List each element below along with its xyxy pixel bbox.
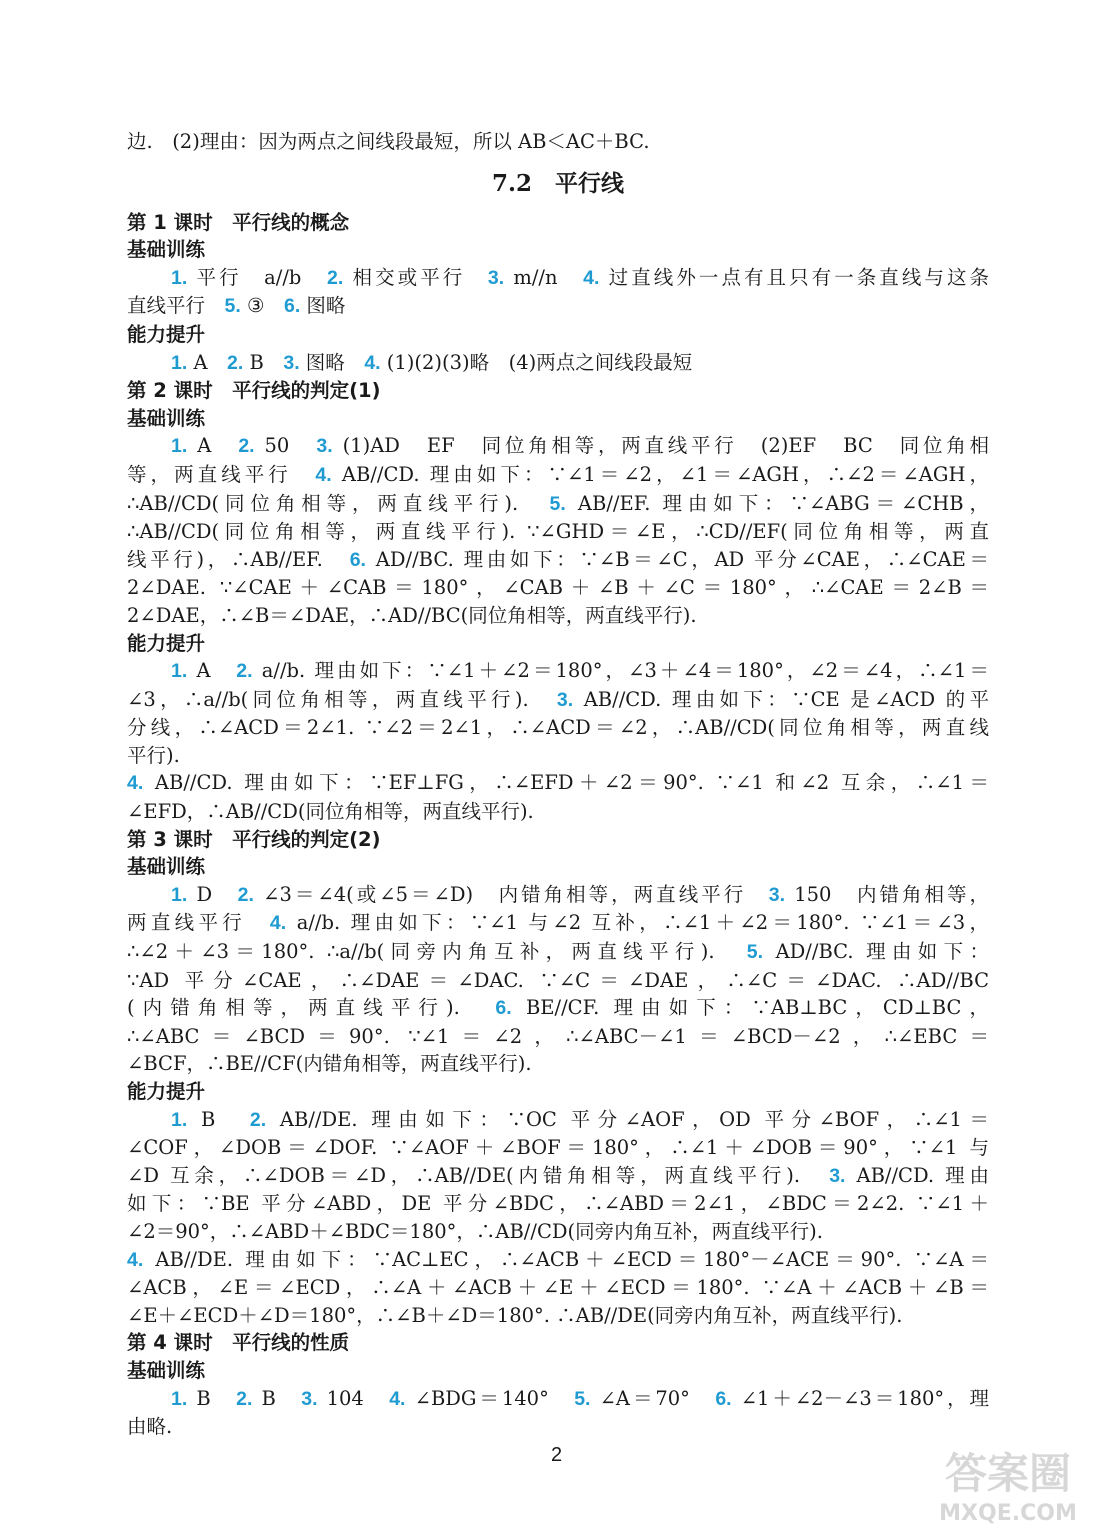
answer-line: 两直线平行 4. a//b. 理由如下：∵∠1 与∠2 互补，∴∠1＋∠2＝180°. ∵∠1＝∠3， bbox=[127, 911, 989, 935]
answer-line: ∵AD 平分∠CAE，∴∠DAE＝∠DAC. ∵∠C＝∠DAE，∴∠C＝∠DAC. ∴AD//BC bbox=[127, 968, 989, 992]
page-number: 2 bbox=[550, 1444, 563, 1466]
question-number: 1. bbox=[171, 660, 188, 683]
answer-line: ∴AB//CD(同位角相等，两直线平行). 5. AB//EF. 理由如下：∵∠ABG＝∠CHB， bbox=[127, 491, 989, 515]
question-number: 6. bbox=[495, 997, 512, 1020]
question-number: 6. bbox=[283, 295, 301, 318]
part-label: 能力提升 bbox=[127, 631, 206, 655]
answer-line: 线平行)，∴AB//EF. 6. AD//BC. 理由如下：∵∠B＝∠C，AD 平分∠CAE，∴∠CAE＝ bbox=[127, 547, 989, 571]
answer-line: 2∠DAE. ∵∠CAE＋∠CAB＝180°，∠CAB＋∠B＋∠C＝180°，∴∠CAE＝2∠B＝ bbox=[127, 576, 989, 600]
question-number: 4. bbox=[389, 1387, 406, 1410]
answer-line: 1. B 2. AB//DE. 理由如下：∵OC 平分∠AOF，OD 平分∠BOF，∴∠1＝ bbox=[171, 1107, 989, 1131]
answer-line: 1. A 2. 50 3. (1)AD EF 同位角相等，两直线平行 (2)EF BC 同位角相 bbox=[171, 434, 989, 458]
question-number: 3. bbox=[487, 266, 505, 289]
part-label: 基础训练 bbox=[127, 1358, 206, 1382]
watermark-text: 答案圈 bbox=[944, 1449, 1072, 1498]
section-title: 7.2 平行线 bbox=[491, 169, 624, 197]
question-number: 6. bbox=[715, 1387, 732, 1410]
answer-line: 4. AB//DE. 理由如下：∵AC⊥EC，∴∠ACB＋∠ECD＝180°－∠ACE＝90°. ∵∠A＝ bbox=[127, 1247, 989, 1271]
top-line: 边. (2)理由：因为两点之间线段最短，所以 AB＜AC＋BC. bbox=[127, 130, 650, 153]
answer-line: ∴∠2＋∠3＝180°. ∴a//b(同旁内角互补，两直线平行). 5. AD//BC. 理由如下： bbox=[127, 940, 989, 964]
question-number: 1. bbox=[171, 266, 188, 289]
lessons-container bbox=[127, 209, 989, 1441]
question-number: 4. bbox=[364, 351, 381, 374]
question-number: 1. bbox=[171, 1108, 188, 1131]
answer-line: 1. 平行 a//b 2. 相交或平行 3. m//n 4. 过直线外一点有且只有一条直线与这条 bbox=[171, 265, 989, 289]
question-number: 5. bbox=[574, 1387, 591, 1410]
answer-line: 1. D 2. ∠3＝∠4(或∠5＝∠D) 内错角相等，两直线平行 3. 150 内错角相等， bbox=[171, 882, 989, 906]
question-number: 3. bbox=[556, 688, 574, 711]
question-number: 6. bbox=[349, 548, 366, 571]
answer-line: (内错角相等，两直线平行). 6. BE//CF. 理由如下：∵AB⊥BC，CD⊥BC， bbox=[127, 996, 989, 1020]
watermark-logo bbox=[923, 1442, 1093, 1528]
answer-line: 1. B 2. B 3. 104 4. ∠BDG＝140° 5. ∠A＝70° 6. ∠1＋∠2－∠3＝180°，理 bbox=[171, 1386, 989, 1410]
question-number: 4. bbox=[583, 266, 600, 289]
question-number: 5. bbox=[549, 492, 566, 515]
answer-line: ∠2＝90°，∴∠ABD＋∠BDC＝180°，∴AB//CD(同旁内角互补，两直线平行). bbox=[127, 1219, 823, 1243]
question-number: 1. bbox=[171, 883, 188, 906]
question-number: 3. bbox=[829, 1164, 846, 1187]
answer-line: 由略. bbox=[127, 1415, 173, 1439]
question-number: 3. bbox=[301, 1387, 318, 1410]
part-label: 基础训练 bbox=[127, 406, 206, 430]
answer-line: ∠BCF，∴BE//CF(内错角相等，两直线平行). bbox=[127, 1052, 532, 1076]
question-number: 3. bbox=[316, 435, 333, 458]
answer-line: 等，两直线平行 4. AB//CD. 理由如下：∵∠1＝∠2，∠1＝∠AGH，∴∠2＝∠AGH， bbox=[127, 462, 989, 486]
lesson-title: 第 4 课时 平行线的性质 bbox=[127, 1331, 350, 1355]
answer-line: 1. A 2. a//b. 理由如下：∵∠1＋∠2＝180°，∠3＋∠4＝180°，∠2＝∠4，∴∠1＝ bbox=[171, 659, 989, 683]
question-number: 2. bbox=[237, 883, 254, 906]
answer-line: 分线，∴∠ACD＝2∠1. ∵∠2＝2∠1，∴∠ACD＝∠2，∴AB//CD(同位角相等，两直线 bbox=[127, 716, 989, 740]
answer-line: 4. AB//CD. 理由如下：∵EF⊥FG，∴∠EFD＋∠2＝90°. ∵∠1 和∠2 互余，∴∠1＝ bbox=[127, 771, 989, 795]
question-number: 5. bbox=[224, 295, 241, 318]
lesson-title: 第 1 课时 平行线的概念 bbox=[127, 210, 350, 234]
answer-line: ∠D 互余，∴∠DOB＝∠D，∴AB//DE(内错角相等，两直线平行). 3. AB//CD. 理由 bbox=[127, 1163, 989, 1187]
answer-content bbox=[127, 128, 989, 1441]
question-number: 4. bbox=[269, 912, 287, 935]
question-number: 2. bbox=[227, 351, 244, 374]
answer-line: ∴AB//CD(同位角相等，两直线平行). ∵∠GHD＝∠E，∴CD//EF(同位角相等，两直 bbox=[127, 520, 989, 544]
answer-line: 直线平行 5. ③ 6. 图略 bbox=[127, 294, 346, 318]
answer-line: ∠EFD，∴AB//CD(同位角相等，两直线平行). bbox=[127, 800, 534, 824]
part-label: 基础训练 bbox=[127, 238, 206, 262]
answer-line: 平行). bbox=[127, 743, 180, 767]
part-label: 基础训练 bbox=[127, 855, 206, 879]
answer-line: ∠E＋∠ECD＋∠D＝180°，∴∠B＋∠D＝180°. ∴AB//DE(同旁内角互补，两直线平行). bbox=[127, 1303, 903, 1327]
watermark-url: MXQE.COM bbox=[939, 1501, 1077, 1526]
answer-line: 2∠DAE，∴∠B＝∠DAE，∴AD//BC(同位角相等，两直线平行). bbox=[127, 603, 697, 627]
lesson-title: 第 3 课时 平行线的判定(2) bbox=[127, 827, 381, 851]
question-number: 2. bbox=[249, 1108, 267, 1131]
question-number: 1. bbox=[171, 435, 188, 458]
question-number: 2. bbox=[236, 1387, 253, 1410]
question-number: 1. bbox=[171, 1387, 188, 1410]
question-number: 4. bbox=[127, 772, 144, 795]
part-label: 能力提升 bbox=[127, 1080, 206, 1103]
answer-line: ∠3，∴a//b(同位角相等，两直线平行). 3. AB//CD. 理由如下：∵CE 是∠ACD 的平 bbox=[127, 687, 989, 711]
answer-line: ∴∠ABC＝∠BCD＝90°. ∵∠1＝∠2，∴∠ABC－∠1＝∠BCD－∠2，∴∠EBC＝ bbox=[127, 1024, 989, 1048]
question-number: 3. bbox=[768, 883, 786, 906]
question-number: 2. bbox=[238, 435, 255, 458]
lesson-title: 第 2 课时 平行线的判定(1) bbox=[127, 379, 381, 403]
answer-line: ∠ACB，∠E＝∠ECD，∴∠A＋∠ACB＋∠E＋∠ECD＝180°. ∵∠A＋∠ACB＋∠B＝ bbox=[127, 1276, 989, 1300]
answer-line: 如下：∵BE 平分∠ABD，DE 平分∠BDC，∴∠ABD＝2∠1，∠BDC＝2∠2. ∵∠1＋ bbox=[127, 1192, 989, 1216]
question-number: 2. bbox=[327, 266, 344, 289]
question-number: 1. bbox=[171, 351, 188, 374]
part-label: 能力提升 bbox=[127, 322, 206, 346]
question-number: 4. bbox=[315, 463, 332, 486]
answer-line: 1. A 2. B 3. 图略 4. (1)(2)(3)略 (4)两点之间线段最短 bbox=[171, 350, 693, 374]
question-number: 5. bbox=[746, 941, 764, 964]
question-number: 3. bbox=[283, 351, 300, 374]
question-number: 4. bbox=[127, 1248, 144, 1271]
question-number: 2. bbox=[236, 660, 253, 683]
answer-line: ∠COF，∠DOB＝∠DOF. ∵∠AOF＋∠BOF＝180°，∴∠1＋∠DOB＝90°，∵∠1 与 bbox=[127, 1136, 989, 1160]
